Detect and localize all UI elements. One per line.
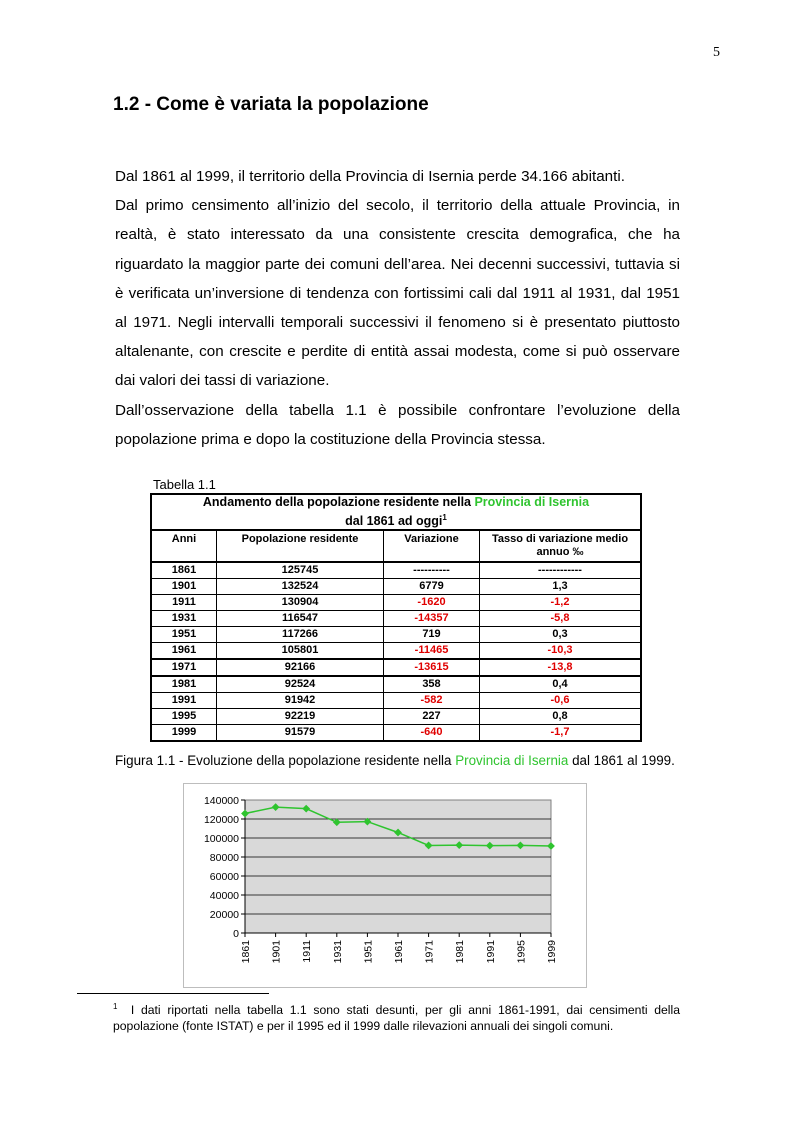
cell-rate: -13,8 — [480, 659, 642, 676]
cell-rate: 0,8 — [480, 709, 642, 725]
cell-rate: -5,8 — [480, 611, 642, 627]
cell-population: 92524 — [217, 676, 384, 693]
cell-year: 1995 — [151, 709, 217, 725]
cell-population: 125745 — [217, 562, 384, 579]
cell-year: 1911 — [151, 595, 217, 611]
cell-population: 92219 — [217, 709, 384, 725]
paragraph-2: Dal primo censimento all’inizio del secolo, il territorio della attuale Provincia, in realtà, è stato interessato da una consistente crescita demografica, che ha riguardato la maggior parte dei comuni dell’area. Nei decenni successivi, tuttavia si è verificata un’inversione di tendenza con fortissimi cali dal 1911 al 1931, dal 1951 al 1971. Negli intervalli temporali successivi il fenomeno si è presentato piuttosto altalenante, con crescite e perdite di entità assai modesta, come si può osservare dai valori dei tassi di variazione. — [115, 197, 680, 390]
table-row — [151, 725, 641, 742]
y-tick-label: 40000 — [209, 890, 239, 902]
x-tick-label: 1861 — [240, 940, 252, 964]
table-caption: Tabella 1.1 — [153, 477, 216, 492]
col-header-tasso: Tasso di variazione medio annuo ‰ — [480, 530, 642, 562]
figure-caption-suffix: dal 1861 al 1999. — [568, 753, 675, 768]
cell-year: 1961 — [151, 643, 217, 660]
table-title-line2: dal 1861 ad oggi — [345, 514, 443, 529]
cell-population: 91942 — [217, 693, 384, 709]
y-tick-label: 20000 — [209, 909, 239, 921]
footnote — [113, 999, 680, 1034]
cell-rate: -1,7 — [480, 725, 642, 742]
cell-variation: ---------- — [384, 562, 480, 579]
cell-variation: 227 — [384, 709, 480, 725]
footnote-text: I dati riportati nella tabella 1.1 sono stati desunti, per gli anni 1861-1991, dai censimenti della popolazione (fonte ISTAT) e per il 1995 ed il 1999 dalle rilevazioni annuali dei singoli comuni. — [113, 1003, 680, 1034]
cell-year: 1971 — [151, 659, 217, 676]
y-tick-label: 100000 — [203, 833, 239, 845]
col-header-popolazione: Popolazione residente — [217, 530, 384, 562]
y-tick-label: 120000 — [203, 814, 239, 826]
x-tick-label: 1901 — [270, 940, 283, 964]
figure-caption-highlight: Provincia di Isernia — [455, 753, 569, 768]
cell-variation: 358 — [384, 676, 480, 693]
cell-variation: -582 — [384, 693, 480, 709]
table-row — [151, 627, 641, 643]
footnote-mark: 1 — [113, 1002, 118, 1011]
table-title — [151, 494, 641, 530]
page-number: 5 — [713, 45, 720, 60]
table-row — [151, 709, 641, 725]
cell-year: 1931 — [151, 611, 217, 627]
y-tick-label: 0 — [233, 928, 239, 940]
chart-svg — [184, 784, 586, 987]
cell-year: 1861 — [151, 562, 217, 579]
table-footnote-mark: 1 — [442, 513, 447, 522]
y-tick-label: 60000 — [209, 871, 239, 883]
paragraph-3: Dall’osservazione della tabella 1.1 è possibile confrontare l’evoluzione della popolazione prima e dopo la costituzione della Provincia stessa. — [115, 401, 680, 448]
cell-year: 1981 — [151, 676, 217, 693]
footnote-separator — [77, 993, 269, 994]
population-table — [150, 493, 642, 742]
x-tick-label: 1981 — [454, 940, 467, 964]
plot-area — [245, 800, 551, 933]
section-heading: 1.2 - Come è variata la popolazione — [113, 94, 429, 115]
figure-caption-prefix: Figura 1.1 - Evoluzione della popolazione residente nella — [115, 753, 456, 768]
table-row — [151, 595, 641, 611]
cell-variation: -11465 — [384, 643, 480, 660]
y-tick-label: 140000 — [203, 795, 239, 807]
cell-rate: -10,3 — [480, 643, 642, 660]
cell-rate: -0,6 — [480, 693, 642, 709]
cell-population: 116547 — [217, 611, 384, 627]
cell-population: 130904 — [217, 595, 384, 611]
cell-variation: 6779 — [384, 579, 480, 595]
x-tick-label: 1911 — [301, 940, 314, 963]
cell-year: 1951 — [151, 627, 217, 643]
x-tick-label: 1951 — [362, 940, 375, 964]
y-tick-label: 80000 — [209, 852, 239, 864]
cell-year: 1901 — [151, 579, 217, 595]
x-tick-label: 1999 — [546, 940, 558, 964]
table-row — [151, 562, 641, 579]
table-row — [151, 579, 641, 595]
cell-rate: 1,3 — [480, 579, 642, 595]
table-row — [151, 676, 641, 693]
body-text — [115, 162, 680, 454]
table-title-prefix: Andamento della popolazione residente nella — [202, 495, 475, 509]
cell-variation: -1620 — [384, 595, 480, 611]
cell-rate: 0,3 — [480, 627, 642, 643]
population-chart — [183, 783, 587, 988]
x-tick-label: 1961 — [393, 940, 405, 964]
cell-rate: ------------ — [480, 562, 642, 579]
x-tick-label: 1971 — [423, 940, 436, 964]
col-header-anni: Anni — [151, 530, 217, 562]
table-row — [151, 659, 641, 676]
cell-population: 105801 — [217, 643, 384, 660]
cell-rate: -1,2 — [480, 595, 642, 611]
cell-variation: -640 — [384, 725, 480, 742]
cell-rate: 0,4 — [480, 676, 642, 693]
table-row — [151, 611, 641, 627]
x-tick-label: 1931 — [331, 940, 344, 964]
cell-population: 117266 — [217, 627, 384, 643]
cell-variation: 719 — [384, 627, 480, 643]
figure-caption — [115, 752, 685, 770]
x-tick-label: 1995 — [515, 940, 528, 964]
table-title-highlight: Provincia di Isernia — [474, 495, 590, 509]
cell-population: 92166 — [217, 659, 384, 676]
table-row — [151, 693, 641, 709]
table-body — [151, 562, 641, 741]
x-tick-label: 1991 — [484, 940, 497, 964]
col-header-variazione: Variazione — [384, 530, 480, 562]
cell-variation: -13615 — [384, 659, 480, 676]
paragraph-1: Dal 1861 al 1999, il territorio della Provincia di Isernia perde 34.166 abitanti. — [115, 168, 625, 185]
cell-year: 1991 — [151, 693, 217, 709]
table-row — [151, 643, 641, 660]
cell-population: 91579 — [217, 725, 384, 742]
cell-variation: -14357 — [384, 611, 480, 627]
cell-population: 132524 — [217, 579, 384, 595]
cell-year: 1999 — [151, 725, 217, 742]
